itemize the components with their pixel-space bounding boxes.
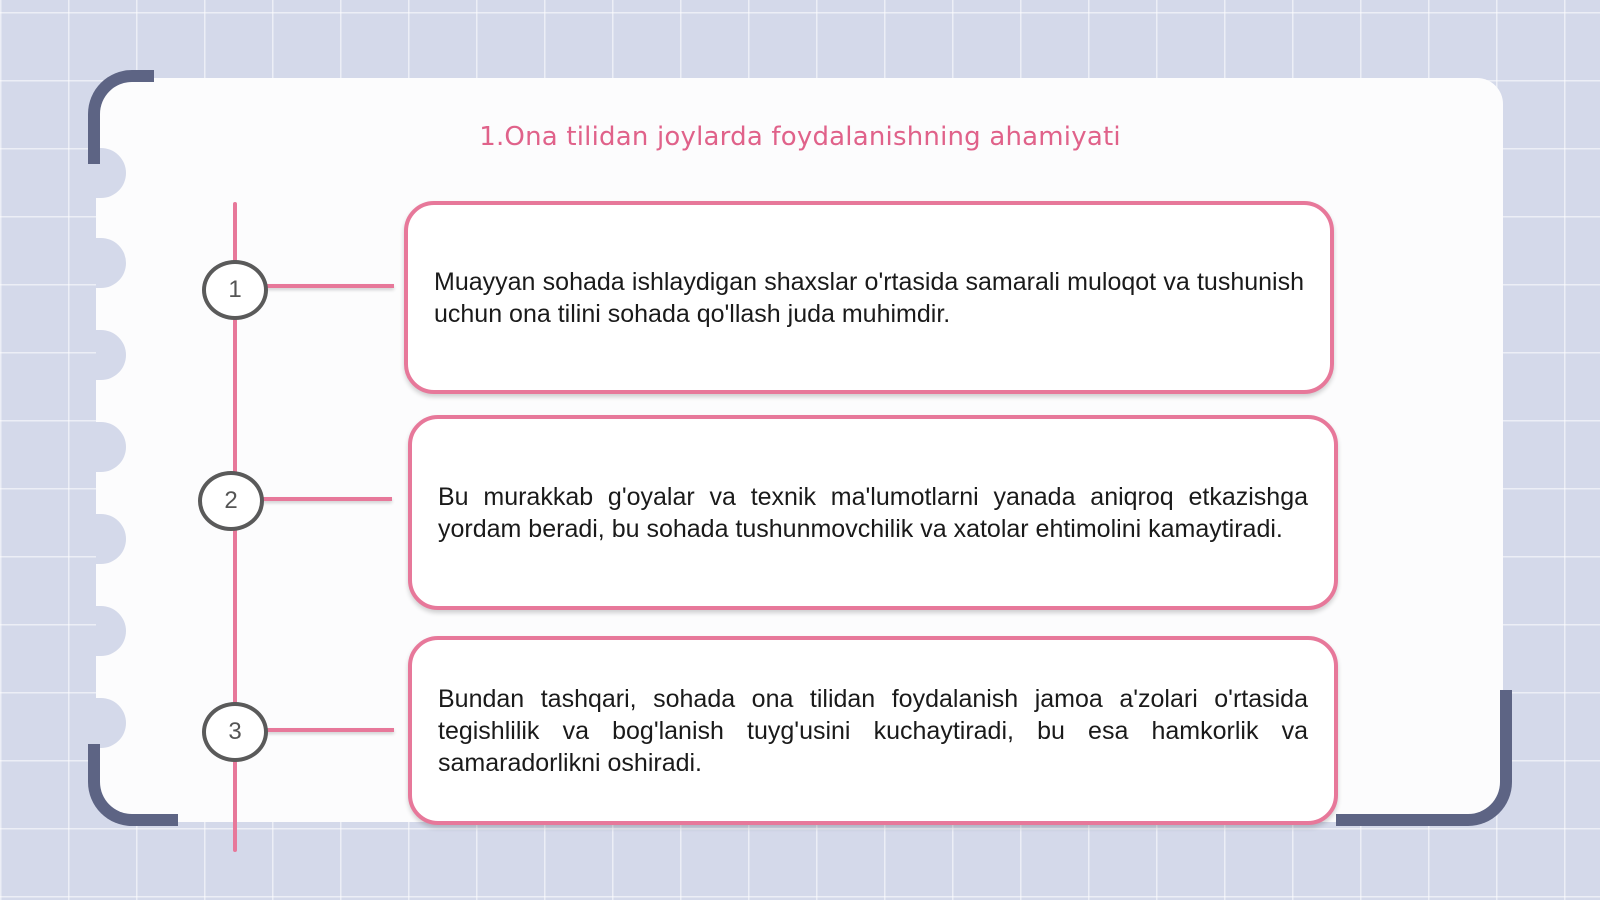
step-number-circle	[202, 702, 268, 762]
step-number-circle	[202, 260, 268, 320]
timeline-connector	[264, 728, 394, 732]
step-text: Bundan tashqari, sohada ona tilidan foydalanish jamoa a'zolari o'rtasida tegishlilik va bog'lanish tuyg'usini kuchaytiradi, bu esa hamkorlik va samaradorlikni oshiradi.	[438, 684, 1308, 777]
corner-bracket-top-left	[88, 70, 154, 164]
step-text: Bu murakkab g'oyalar va texnik ma'lumotlarni yanada aniqroq etkazishga yordam beradi, bu sohada tushunmovchilik va xatolar ehtimolini kamaytiradi.	[438, 482, 1308, 543]
slide-title: 1.Ona tilidan joylarda foydalanishning ahamiyati	[479, 122, 1121, 152]
step-number-circle	[198, 471, 264, 531]
step-text: Muayyan sohada ishlaydigan shaxslar o'rtasida samarali muloqot va tushunish uchun ona tilini sohada qo'llash juda muhimdir.	[434, 267, 1304, 328]
corner-bracket-bottom-right	[1336, 690, 1512, 826]
step-number: 3	[228, 718, 242, 745]
corner-bracket-bottom-left	[88, 744, 178, 826]
timeline-connector	[264, 284, 394, 288]
step-text-box	[408, 415, 1338, 610]
step-number: 2	[224, 487, 238, 514]
step-text-box	[404, 201, 1334, 394]
timeline-connector	[262, 497, 392, 501]
step-text-box	[408, 636, 1338, 825]
step-number: 1	[228, 276, 242, 303]
